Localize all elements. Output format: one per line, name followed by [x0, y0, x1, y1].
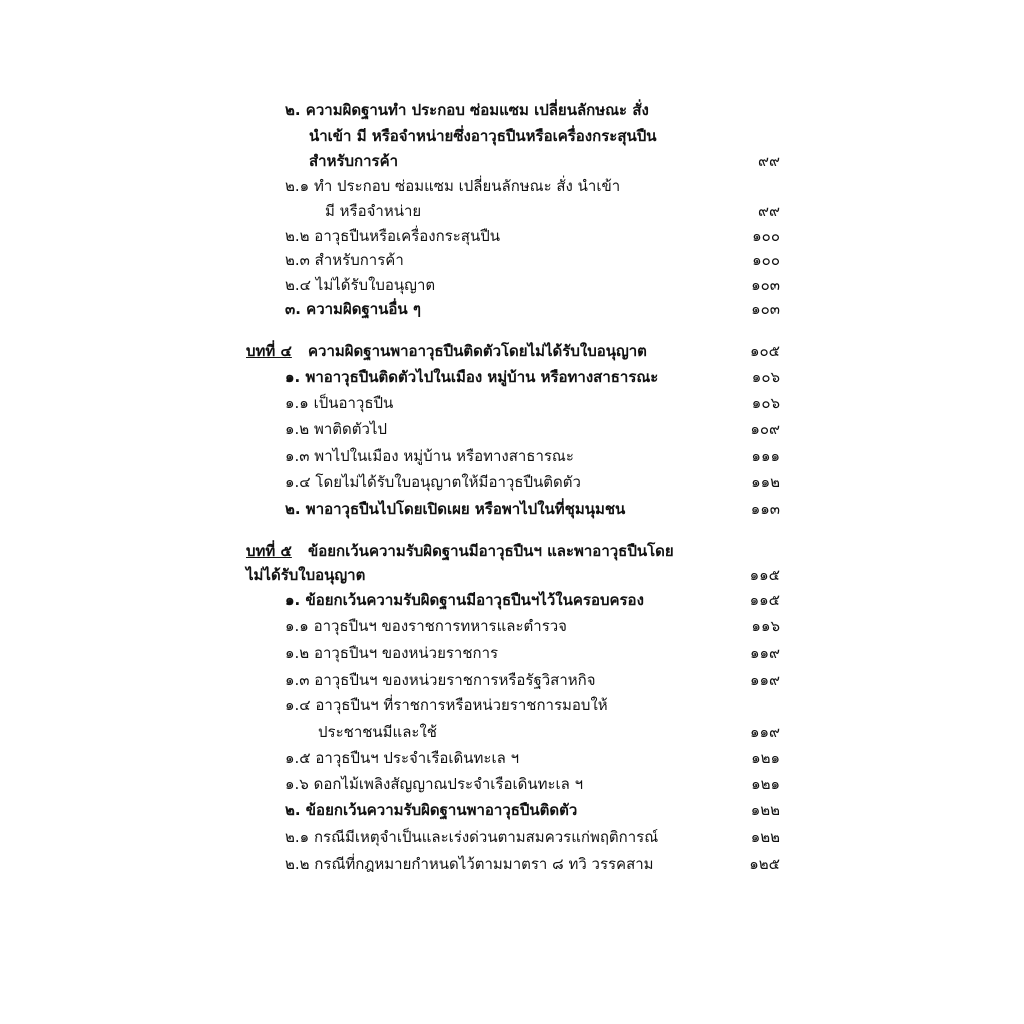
toc-entry-text: ๒.๑ กรณีมีเหตุจำเป็นและเร่งด่วนตามสมควรแก่พฤติการณ์: [285, 828, 659, 846]
toc-entry: [285, 296, 780, 322]
toc-page-number: ๙๙: [758, 152, 780, 170]
toc-page-number: ๑๑๓: [750, 500, 780, 518]
chapter-label: บทที่ ๕: [246, 542, 292, 560]
toc-entry-text: ๒.๒ กรณีที่กฎหมายกำหนดไว้ตามมาตรา ๘ ทวิ วรรคสาม: [285, 855, 654, 873]
toc-page-number: ๑๒๕: [749, 855, 780, 873]
toc-page-number: ๑๑๕: [749, 566, 780, 584]
toc-entry: [285, 692, 780, 718]
toc-entry: [285, 469, 780, 495]
toc-page-number: ๑๒๒: [750, 828, 780, 846]
toc-page-number: ๑๑๙: [749, 723, 780, 741]
toc-entry-text: ๑.๓ พาไปในเมือง หมู่บ้าน หรือทางสาธารณะ: [285, 447, 574, 465]
toc-entry-text: ๒. ข้อยกเว้นความรับผิดฐานพาอาวุธปืนติดตัว: [285, 801, 578, 819]
toc-entry: [285, 587, 780, 613]
toc-page-number: ๑๒๑: [751, 749, 780, 767]
toc-entry: [285, 824, 780, 850]
toc-entry: [285, 247, 780, 273]
toc-entry-text: ๒. ความผิดฐานทำ ประกอบ ซ่อมแซม เปลี่ยนลักษณะ สั่ง: [285, 101, 649, 119]
toc-entry: [318, 719, 780, 745]
toc-entry-text: มี หรือจำหน่าย: [325, 202, 422, 220]
toc-entry: [285, 443, 780, 469]
toc-entry-text: นำเข้า มี หรือจำหน่ายซึ่งอาวุธปืนหรือเครื่องกระสุนปืน: [309, 127, 657, 145]
toc-page-number: ๑๐๓: [751, 300, 780, 318]
toc-page-number: ๑๐๕: [749, 342, 780, 360]
toc-page-number: ๑๐๐: [752, 227, 780, 245]
toc-page-number: ๑๐๖: [751, 394, 780, 412]
toc-page-number: ๑๑๙: [749, 671, 780, 689]
toc-entry: [285, 640, 780, 666]
toc-page-number: ๑๒๒: [750, 801, 780, 819]
toc-entry: [285, 771, 780, 797]
toc-entry-text: ข้อยกเว้นความรับผิดฐานมีอาวุธปืนฯ และพาอาวุธปืนโดย: [308, 542, 674, 560]
toc-entry: [285, 496, 780, 522]
toc-page-number: ๑๒๑: [751, 775, 780, 793]
toc-entry: [285, 745, 780, 771]
toc-entry-text: สำหรับการค้า: [309, 152, 399, 170]
toc-entry: [285, 364, 780, 390]
toc-entry-text: ๒.๓ สำหรับการค้า: [285, 251, 404, 269]
toc-entry-text: ประชาชนมีและใช้: [318, 723, 437, 741]
toc-entry-text: ๑. ข้อยกเว้นความรับผิดฐานมีอาวุธปืนฯไว้ในครอบครอง: [285, 591, 644, 609]
toc-entry: [285, 97, 780, 123]
chapter-label: บทที่ ๔: [246, 342, 292, 360]
chapter-heading: [246, 338, 780, 364]
toc-entry: [309, 123, 780, 149]
toc-page-number: ๑๑๖: [751, 617, 780, 635]
toc-entry: [309, 148, 780, 174]
toc-entry-text: ๑.๖ ดอกไม้เพลิงสัญญาณประจำเรือเดินทะเล ฯ: [285, 775, 584, 793]
toc-entry: [285, 797, 780, 823]
toc-entry-text: ไม่ได้รับใบอนุญาต: [246, 566, 366, 584]
toc-entry-text: ๒.๑ ทำ ประกอบ ซ่อมแซม เปลี่ยนลักษณะ สั่ง นำเข้า: [285, 177, 621, 195]
toc-entry-text: ๓. ความผิดฐานอื่น ๆ: [285, 300, 421, 318]
toc-page-number: ๑๐๖: [751, 368, 780, 386]
toc-entry: [285, 416, 780, 442]
toc-entry: [285, 613, 780, 639]
toc-page-number: ๑๑๕: [749, 591, 780, 609]
toc-entry: [285, 173, 780, 199]
toc-entry-text: ความผิดฐานพาอาวุธปืนติดตัวโดยไม่ได้รับใบอนุญาต: [308, 342, 647, 360]
toc-page-number: ๑๐๙: [750, 420, 780, 438]
toc-entry-text: ๒.๒ อาวุธปืนหรือเครื่องกระสุนปืน: [285, 227, 500, 245]
toc-entry: [285, 272, 780, 298]
toc-entry-text: ๑.๓ อาวุธปืนฯ ของหน่วยราชการหรือรัฐวิสาหกิจ: [285, 671, 596, 689]
toc-entry-text: ๑.๔ อาวุธปืนฯ ที่ราชการหรือหน่วยราชการมอบให้: [285, 696, 608, 714]
toc-entry: [325, 198, 780, 224]
toc-entry-text: ๑. พาอาวุธปืนติดตัวไปในเมือง หมู่บ้าน หรือทางสาธารณะ: [285, 368, 659, 386]
toc-entry: [246, 562, 780, 588]
toc-page-number: ๑๐๓: [751, 276, 780, 294]
toc-entry: [285, 223, 780, 249]
toc-entry-text: ๑.๔ โดยไม่ได้รับใบอนุญาตให้มีอาวุธปืนติดตัว: [285, 473, 581, 491]
toc-entry-text: ๑.๕ อาวุธปืนฯ ประจำเรือเดินทะเล ฯ: [285, 749, 520, 767]
toc-entry-text: ๑.๑ เป็นอาวุธปืน: [285, 394, 394, 412]
toc-entry: [285, 390, 780, 416]
toc-entry: [285, 667, 780, 693]
toc-entry-text: ๑.๒ อาวุธปืนฯ ของหน่วยราชการ: [285, 644, 499, 662]
toc-page-number: ๑๑๒: [751, 473, 780, 491]
toc-page-number: ๑๐๐: [752, 251, 780, 269]
toc-page-number: ๙๙: [758, 202, 780, 220]
chapter-heading: [246, 538, 780, 564]
toc-entry-text: ๑.๑ อาวุธปืนฯ ของราชการทหารและตำรวจ: [285, 617, 567, 635]
toc-page-number: ๑๑๑: [751, 447, 780, 465]
toc-page-number: ๑๑๙: [749, 644, 780, 662]
toc-entry-text: ๒.๔ ไม่ได้รับใบอนุญาต: [285, 276, 436, 294]
toc-entry-text: ๑.๒ พาติดตัวไป: [285, 420, 387, 438]
toc-entry: [285, 851, 780, 877]
toc-entry-text: ๒. พาอาวุธปืนไปโดยเปิดเผย หรือพาไปในที่ชุมนุมชน: [285, 500, 626, 518]
